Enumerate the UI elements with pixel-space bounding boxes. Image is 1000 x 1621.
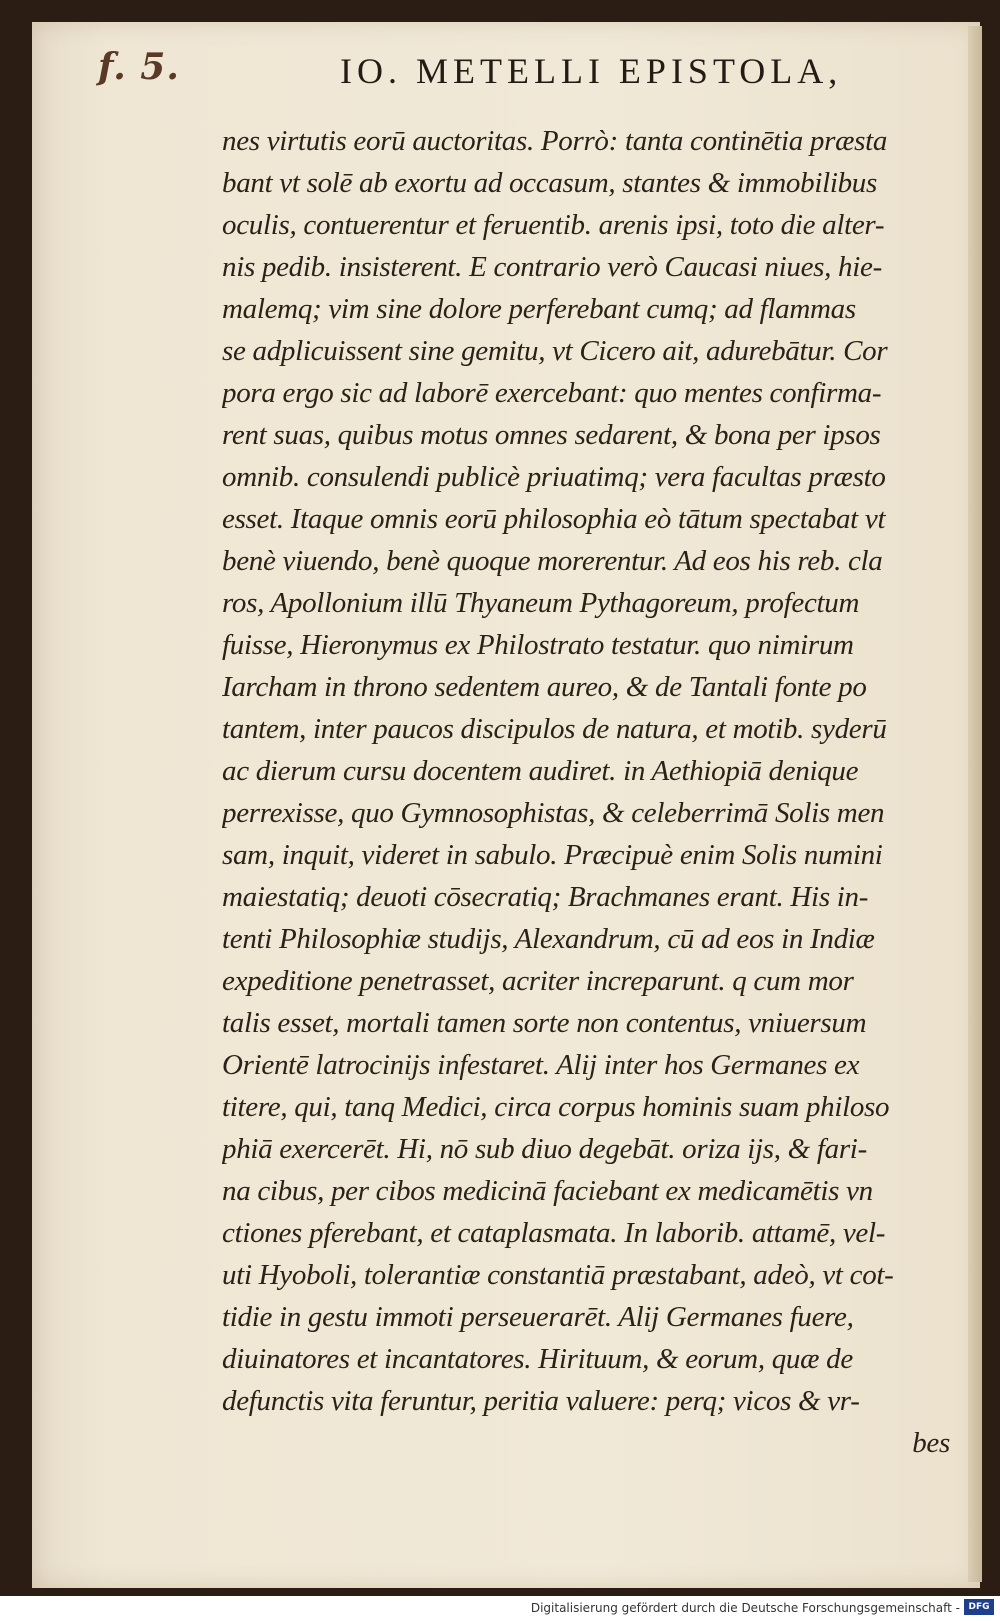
- text-line: talis esset, mortali tamen sorte non contentus, vniuersum: [222, 1007, 867, 1039]
- text-line: defunctis vita feruntur, peritia valuere: perq; vicos & vr-: [222, 1385, 860, 1417]
- text-line: rent suas, quibus motus omnes sedarent, & bona per ipsos: [222, 419, 881, 451]
- text-line: ros, Apollonium illū Thyaneum Pythagoreum, profectum: [222, 587, 860, 619]
- body-text: [222, 120, 950, 1464]
- dfg-logo: DFG: [964, 1599, 994, 1615]
- text-line: sam, inquit, videret in sabulo. Præcipuè enim Solis numini: [222, 839, 883, 871]
- text-line: Iarcham in throno sedentem aureo, & de Tantali fonte po: [222, 671, 867, 703]
- text-line: nes virtutis eorū auctoritas. Porrò: tanta continētia præsta: [222, 125, 888, 157]
- text-line: tantem, inter paucos discipulos de natura, et motib. syderū: [222, 713, 887, 745]
- text-line: esset. Itaque omnis eorū philosophia eò tātum spectabat vt: [222, 503, 886, 535]
- text-line: titere, qui, tanq Medici, circa corpus hominis suam philoso: [222, 1091, 890, 1123]
- text-line: ac dierum cursu docentem audiret. in Aethiopiā denique: [222, 755, 859, 787]
- text-line: phiā exercerēt. Hi, nō sub diuo degebāt. oriza ijs, & fari-: [222, 1133, 867, 1165]
- text-line: nis pedib. insisterent. E contrario verò Caucasi niues, hie-: [222, 251, 882, 283]
- text-line: fuisse, Hieronymus ex Philostrato testatur. quo nimirum: [222, 629, 854, 661]
- text-line: maiestatiq; deuoti cōsecratiq; Brachmanes erant. His in-: [222, 881, 869, 913]
- text-line: na cibus, per cibos medicinā faciebant ex medicamētis vn: [222, 1175, 873, 1207]
- text-line: uti Hyoboli, tolerantiæ constantiā præstabant, adeò, vt cot-: [222, 1259, 894, 1291]
- digitization-credit: Digitalisierung gefördert durch die Deutsche Forschungsgemeinschaft -: [530, 1601, 960, 1615]
- text-line: benè viuendo, benè quoque morerentur. Ad eos his reb. cla: [222, 545, 883, 577]
- running-head: IO. METELLI EPISTOLA,: [340, 51, 843, 91]
- text-line: pora ergo sic ad laborē exercebant: quo mentes confirma-: [222, 377, 882, 409]
- text-line: tidie in gestu immoti perseuerarēt. Alij Germanes fuere,: [222, 1301, 854, 1333]
- text-line: bant vt solē ab exortu ad occasum, stantes & immobilibus: [222, 167, 877, 199]
- text-line: omnib. consulendi publicè priuatimq; vera facultas præsto: [222, 461, 886, 493]
- page-edge: [968, 26, 982, 1582]
- text-line: ctiones pferebant, et cataplasmata. In laborib. attamē, vel-: [222, 1217, 886, 1249]
- text-line: oculis, contuerentur et feruentib. arenis ipsi, toto die alter-: [222, 209, 885, 241]
- text-line: tenti Philosophiæ studijs, Alexandrum, cū ad eos in Indiæ: [222, 923, 875, 955]
- text-line: malemq; vim sine dolore perferebant cumq; ad flammas: [222, 293, 856, 325]
- text-line: perrexisse, quo Gymnosophistas, & celeberrimā Solis men: [222, 797, 885, 829]
- handwritten-folio-number: f. 5.: [98, 46, 180, 88]
- text-line: expeditione penetrasset, acriter increparunt. q cum mor: [222, 965, 854, 997]
- text-line: se adplicuissent sine gemitu, vt Cicero ait, adurebātur. Cor: [222, 335, 888, 367]
- text-line: Orientē latrocinijs infestaret. Alij inter hos Germanes ex: [222, 1049, 860, 1081]
- catchword: bes: [912, 1427, 950, 1459]
- text-line: diuinatores et incantatores. Hirituum, & eorum, quæ de: [222, 1343, 853, 1375]
